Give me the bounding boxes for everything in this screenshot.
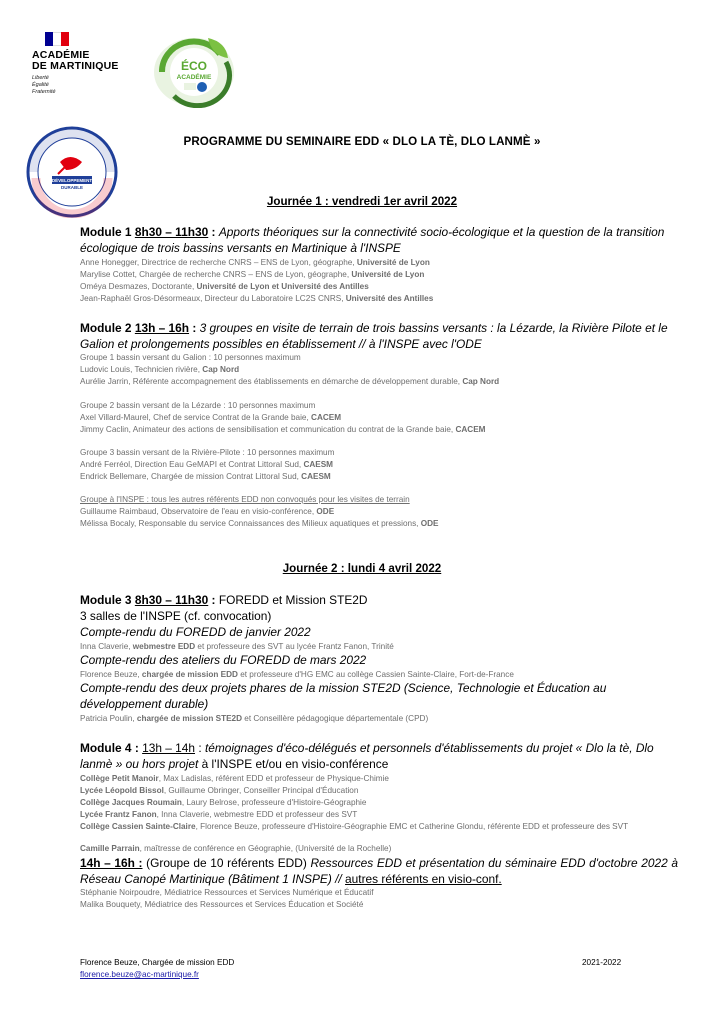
module4-participant bbox=[80, 785, 690, 796]
module2-label: Module 2 bbox=[80, 321, 132, 335]
member-text: Aurélie Jarrin, Référente accompagnement des établissements en démarche de développement durable, bbox=[80, 377, 463, 386]
republic-motto bbox=[32, 75, 56, 96]
member-org: CACEM bbox=[455, 425, 486, 434]
speaker-text: Marylise Cottet, Chargée de recherche CNRS – ENS de Lyon, géographe, bbox=[80, 270, 352, 279]
participant-text: , Laury Belrose, professeure d'Histoire-Géographie bbox=[181, 798, 367, 807]
speaker-role: webmestre EDD bbox=[132, 642, 196, 651]
speaker-org: Université de Lyon bbox=[351, 270, 425, 279]
speaker-detail: et professeure d'HG EMC au collège Cassien Sainte-Claire, Fort-de-France bbox=[237, 670, 514, 679]
module4-participant bbox=[80, 843, 690, 854]
module4-description: témoignages d'éco-délégués et personnels d'établissements du projet « Dlo la tè, Dlo lanmè » ou hors projet bbox=[80, 741, 654, 771]
participant-text: , Max Ladislas, référent EDD et professeur de Physique-Chimie bbox=[158, 774, 389, 783]
second-session-time: 14h – 16h : bbox=[80, 856, 143, 870]
group1-member bbox=[80, 376, 690, 387]
group2-member bbox=[80, 424, 690, 435]
participant-text: , maîtresse de conférence en Géographie, (Université de la Rochelle) bbox=[139, 844, 392, 853]
speaker-org: Université des Antilles bbox=[345, 294, 434, 303]
svg-text:ÉCO: ÉCO bbox=[180, 59, 208, 73]
footer-author: Florence Beuze, Chargée de mission EDD bbox=[80, 958, 235, 967]
module3-time: 8h30 – 11h30 bbox=[134, 593, 209, 607]
group3-title: Groupe 3 bassin versant de la Rivière-Pilote : 10 personnes maximum bbox=[80, 448, 335, 457]
participant-text: , Inna Claverie, webmestre EDD et professeur des SVT bbox=[156, 810, 358, 819]
day2-heading: Journée 2 : lundi 4 avril 2022 bbox=[282, 562, 442, 575]
module4-participant bbox=[80, 809, 690, 820]
speaker-detail: et professeure des SVT au lycée Frantz Fanon, Trinité bbox=[195, 642, 394, 651]
module3-item-speaker bbox=[80, 669, 690, 680]
module4-location: à l'INSPE et/ou en visio-conférence bbox=[198, 757, 389, 771]
member-org: CACEM bbox=[311, 413, 342, 422]
member-org: ODE bbox=[316, 507, 335, 516]
participant-text: , Guillaume Obringer, Conseiller Principal d'Éducation bbox=[163, 786, 359, 795]
group2-member bbox=[80, 412, 690, 423]
speaker-detail: et Conseillère pédagogique départementale (CPD) bbox=[242, 714, 429, 723]
module4-sep-a: : bbox=[131, 741, 143, 755]
academie-logo bbox=[32, 50, 119, 72]
speaker-org: Université de Lyon et Université des Antilles bbox=[196, 282, 369, 291]
module2-time: 13h – 16h bbox=[134, 321, 190, 335]
speaker-name: Patricia Poulin, bbox=[80, 714, 137, 723]
motto-fraternite: Fraternité bbox=[32, 89, 56, 95]
module1-description: Apports théoriques sur la connectivité socio-écologique et la question de la transition écologique de trois bassins versants en Martinique à l'INSPE bbox=[80, 225, 665, 255]
speaker-name: Florence Beuze, bbox=[80, 670, 142, 679]
module4-second-session bbox=[80, 855, 678, 887]
canope-speaker: Stéphanie Noirpoudre, Médiatrice Ressources et Services Numérique et Éducatif bbox=[80, 888, 374, 897]
module1-speaker bbox=[80, 281, 690, 292]
participant-text: , Florence Beuze, professeure d'Histoire-Géographie EMC et Catherine Glondu, référente EDD et professeure des SVT bbox=[195, 822, 629, 831]
participant-name: Camille Parrain bbox=[80, 844, 140, 853]
speaker-role: chargée de mission EDD bbox=[141, 670, 238, 679]
canope-speaker: Malika Bouquety, Médiatrice des Ressources et Services Éducation et Société bbox=[80, 900, 364, 909]
speaker-text: Jean-Raphaël Gros-Désormeaux, Directeur du Laboratoire LC2S CNRS, bbox=[80, 294, 346, 303]
inspe-group-title: Groupe à l'INSPE : tous les autres référents EDD non convoqués pour les visites de terrain bbox=[80, 495, 410, 504]
second-session-group: (Groupe de 10 référents EDD) bbox=[142, 856, 311, 870]
module4-sep: : bbox=[195, 741, 205, 755]
group3-member bbox=[80, 471, 690, 482]
member-org: ODE bbox=[420, 519, 439, 528]
inspe-member bbox=[80, 506, 690, 517]
motto-liberte: Liberté bbox=[32, 75, 49, 81]
module1-speaker bbox=[80, 257, 690, 268]
module1-speaker bbox=[80, 293, 690, 304]
module3-item-title: Compte-rendu des deux projets phares de la mission STE2D (Science, Technologie et Éducation au développement durable) bbox=[80, 681, 607, 711]
republique-flag-icon bbox=[45, 32, 69, 46]
module3-item-title: Compte-rendu du FOREDD de janvier 2022 bbox=[80, 625, 311, 639]
svg-text:DÉVELOPPEMENT: DÉVELOPPEMENT bbox=[51, 178, 93, 183]
member-text: Guillaume Raimbaud, Observatoire de l'eau en visio-conférence, bbox=[80, 507, 317, 516]
motto-egalite: Égalité bbox=[32, 82, 49, 88]
member-text: Ludovic Louis, Technicien rivière, bbox=[80, 365, 203, 374]
second-session-visio: autres référents en visio-conf. bbox=[345, 872, 502, 886]
module2-heading bbox=[80, 320, 680, 352]
module2-description: 3 groupes en visite de terrain de trois bassins versants : la Lézarde, la Rivière Pilote et le Galion et prolongements possibles en établissement // à l'INSPE avec l'ODE bbox=[80, 321, 668, 351]
module3-heading bbox=[80, 592, 680, 608]
member-text: Endrick Bellemare, Chargée de mission Contrat Littoral Sud, bbox=[80, 472, 302, 481]
participant-school: Collège Jacques Roumain bbox=[80, 798, 182, 807]
footer-year: 2021-2022 bbox=[582, 958, 622, 967]
second-session-description: Ressources EDD et présentation du séminaire EDD d'octobre 2022 à Réseau Canopé Martinique (Bâtiment 1 INSPE) // bbox=[80, 856, 679, 886]
module2-sep: : bbox=[189, 321, 200, 335]
group1-title: Groupe 1 bassin versant du Galion : 10 personnes maximum bbox=[80, 353, 301, 362]
svg-text:ACADÉMIE: ACADÉMIE bbox=[176, 74, 212, 81]
module3-item-title: Compte-rendu des ateliers du FOREDD de mars 2022 bbox=[80, 653, 367, 667]
member-text: Axel Villard-Maurel, Chef de service Contrat de la Grande baie, bbox=[80, 413, 312, 422]
member-text: Mélissa Bocaly, Responsable du service Connaissances des Milieux aquatiques et pressions, bbox=[80, 519, 421, 528]
module3-description: FOREDD et Mission STE2D bbox=[218, 593, 368, 607]
eco-academie-logo bbox=[148, 32, 240, 108]
module3-label: Module 3 bbox=[80, 593, 132, 607]
speaker-org: Université de Lyon bbox=[356, 258, 430, 267]
member-org: Cap Nord bbox=[202, 365, 240, 374]
inspe-member bbox=[80, 518, 690, 529]
page-title: PROGRAMME DU SEMINAIRE EDD « DLO LA TÈ, DLO LANMÈ » bbox=[183, 135, 541, 148]
svg-text:DURABLE: DURABLE bbox=[61, 185, 83, 190]
group2-title: Groupe 2 bassin versant de la Lézarde : 10 personnes maximum bbox=[80, 401, 316, 410]
member-text: André Ferréol, Direction Eau GeMAPI et Contrat Littoral Sud, bbox=[80, 460, 304, 469]
module3-item-speaker bbox=[80, 641, 690, 652]
footer-email-link[interactable]: florence.beuze@ac-martinique.fr bbox=[80, 970, 199, 979]
member-text: Jimmy Caclin, Animateur des actions de sensibilisation et communication du contrat de la Grande baie, bbox=[80, 425, 456, 434]
day1-heading: Journée 1 : vendredi 1er avril 2022 bbox=[266, 195, 458, 208]
participant-school: Collège Cassien Sainte-Claire bbox=[80, 822, 196, 831]
module1-speaker bbox=[80, 269, 690, 280]
module3-rooms: 3 salles de l'INSPE (cf. convocation) bbox=[80, 609, 272, 623]
module1-label: Module 1 bbox=[80, 225, 132, 239]
module4-time: 13h – 14h bbox=[142, 741, 196, 755]
group1-member bbox=[80, 364, 690, 375]
member-org: CAESM bbox=[303, 460, 334, 469]
module1-heading bbox=[80, 224, 680, 256]
module3-sep: : bbox=[208, 593, 219, 607]
participant-school: Lycée Léopold Bissol bbox=[80, 786, 164, 795]
participant-school: Lycée Frantz Fanon bbox=[80, 810, 157, 819]
academie-line1: ACADÉMIE bbox=[32, 49, 90, 61]
module3-item-speaker bbox=[80, 713, 690, 724]
module1-sep: : bbox=[208, 225, 219, 239]
participant-school: Collège Petit Manoir bbox=[80, 774, 159, 783]
academie-line2: DE MARTINIQUE bbox=[32, 60, 119, 72]
speaker-text: Anne Honegger, Directrice de recherche CNRS – ENS de Lyon, géographe, bbox=[80, 258, 357, 267]
group3-member bbox=[80, 459, 690, 470]
module4-label: Module 4 bbox=[80, 741, 132, 755]
module1-time: 8h30 – 11h30 bbox=[134, 225, 209, 239]
module4-participant bbox=[80, 797, 690, 808]
module4-participant bbox=[80, 821, 678, 832]
speaker-name: Inna Claverie, bbox=[80, 642, 133, 651]
module4-heading bbox=[80, 740, 685, 772]
member-org: Cap Nord bbox=[462, 377, 500, 386]
module4-participant bbox=[80, 773, 690, 784]
member-org: CAESM bbox=[301, 472, 331, 481]
speaker-role: chargée de mission STE2D bbox=[136, 714, 243, 723]
speaker-text: Oméya Desmazes, Doctorante, bbox=[80, 282, 197, 291]
